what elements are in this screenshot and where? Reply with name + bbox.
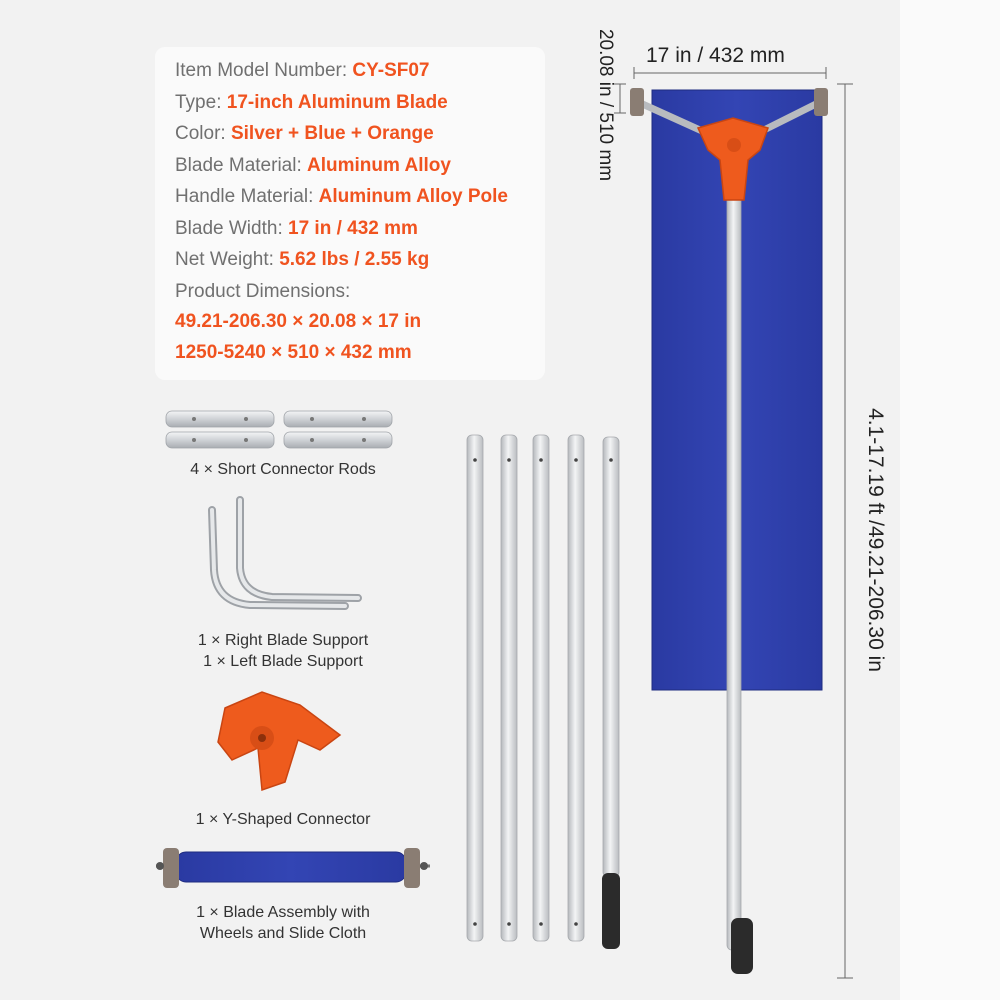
pole-section (568, 435, 584, 941)
spec-color-value: Silver + Blue + Orange (230, 123, 434, 144)
total-length-label: 4.1-17.19 ft /49.21-206.30 in (864, 408, 887, 672)
blade-assembly-roll (156, 848, 430, 888)
rake-grip (731, 918, 753, 974)
spec-handle-material-label: Handle Material: (175, 186, 319, 207)
spec-blade-width-value: 17 in / 432 mm (288, 218, 418, 239)
pole-sections (467, 435, 620, 949)
caption-left-blade-support: 1 × Left Blade Support (203, 653, 363, 670)
spec-dimensions-imperial: 49.21-206.30 × 20.08 × 17 in (175, 311, 422, 332)
caption-y-connector: 1 × Y-Shaped Connector (195, 811, 371, 828)
spec-model-label: Item Model Number: (175, 60, 353, 81)
spec-blade-material-value: Aluminum Alloy (307, 155, 451, 176)
rake-pole (727, 170, 741, 950)
blade-supports (212, 500, 358, 606)
connector-rod (284, 411, 392, 427)
pole-section-handle (603, 437, 619, 877)
pole-section (501, 435, 517, 941)
pole-grip (602, 873, 620, 949)
spec-dimensions-metric: 1250-5240 × 510 × 432 mm (175, 342, 412, 363)
spec-handle-material-value: Aluminum Alloy Pole (318, 186, 508, 207)
pole-section (467, 435, 483, 941)
spec-net-weight-label: Net Weight: (175, 249, 280, 270)
caption-connector-rods: 4 × Short Connector Rods (190, 461, 376, 478)
spec-blade-material-label: Blade Material: (175, 155, 308, 176)
wheel-right (814, 88, 828, 116)
caption-right-blade-support: 1 × Right Blade Support (197, 632, 369, 649)
caption-blade-assembly-2: Wheels and Slide Cloth (199, 925, 367, 942)
connector-rod (284, 432, 392, 448)
assembled-rake (630, 88, 828, 974)
connector-rod (166, 432, 274, 448)
spec-model-value: CY-SF07 (352, 60, 430, 81)
short-connector-rods (166, 411, 392, 448)
y-connector-part (218, 692, 340, 790)
spec-net-weight-value: 5.62 lbs / 2.55 kg (279, 249, 430, 270)
spec-color-label: Color: (175, 123, 231, 144)
spec-blade-width-label: Blade Width: (175, 218, 288, 239)
spec-type-label: Type: (175, 92, 227, 113)
pole-section (533, 435, 549, 941)
wheel-left (630, 88, 644, 116)
caption-blade-assembly-1: 1 × Blade Assembly with (196, 904, 370, 921)
connector-rod (166, 411, 274, 427)
spec-dimensions-label: Product Dimensions: (175, 281, 351, 302)
blade-height-label: 20.08 in / 510 mm (595, 28, 616, 182)
blade-width-label: 17 in / 432 mm (646, 44, 785, 67)
spec-type-value: 17-inch Aluminum Blade (226, 92, 448, 113)
